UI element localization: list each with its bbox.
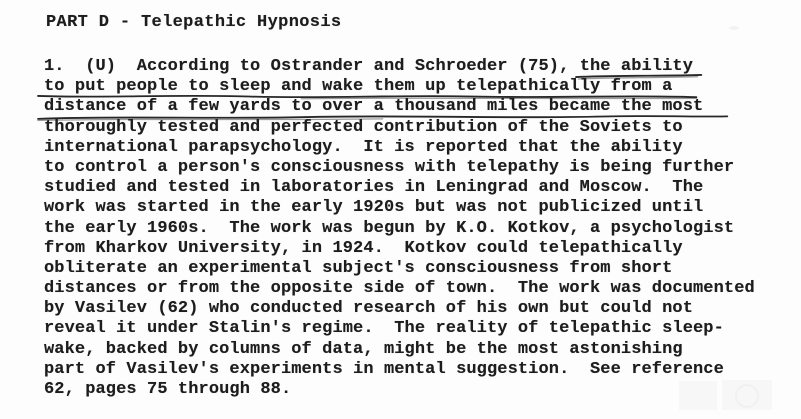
line-text: 62, pages 75 through 88. <box>44 380 292 399</box>
scan-artifact-stamp <box>722 380 772 410</box>
text-line <box>44 259 755 279</box>
line-text: distances or from the opposite side of town. The work was documented <box>44 279 755 299</box>
text-line <box>44 97 755 117</box>
text-line <box>44 198 755 218</box>
text-line <box>44 360 755 380</box>
underlined-text <box>44 97 703 117</box>
line-text: wake, backed by columns of data, might be the most astonishing <box>44 339 683 359</box>
text-line <box>44 77 755 97</box>
line-text: by Vasilev (62) who conducted research of his own but could not <box>44 299 694 319</box>
faint-stamp-ring-icon <box>735 384 759 408</box>
text-line <box>44 380 755 400</box>
text-line <box>44 219 755 239</box>
text-line <box>44 279 755 299</box>
line-text: work was started in the early 1920s but was not publicized until <box>44 198 704 218</box>
section-heading: PART D - Telepathic Hypnosis <box>46 13 342 32</box>
line-text: part of Vasilev's experiments in mental suggestion. See reference <box>44 359 724 379</box>
text-line <box>44 340 755 360</box>
text-line <box>44 299 755 319</box>
scan-smudge <box>729 26 739 30</box>
text-line <box>44 118 755 138</box>
text-line <box>44 239 755 259</box>
line-text: obliterate an experimental subject's consciousness from short <box>44 258 673 278</box>
line-text: thoroughly tested and perfected contribution of the Soviets to <box>44 117 683 137</box>
text-line <box>44 178 755 198</box>
line-text: to put people to sleep and wake them up telepathically from a <box>44 77 673 97</box>
line-text: to control a person's consciousness with telepathy is being further <box>44 157 735 177</box>
underlined-text <box>580 57 693 77</box>
underlined-text <box>44 77 672 97</box>
line-text: reveal it under Stalin's regime. The reality of telepathic sleep- <box>44 319 724 339</box>
text-line <box>44 319 755 339</box>
text-line <box>44 138 755 158</box>
line-text: the ability <box>579 57 694 76</box>
line-text: from Kharkov University, in 1924. Kotkov could telepathically <box>44 238 683 258</box>
line-text: international parapsychology. It is reported that the ability <box>44 137 683 157</box>
line-text: studied and tested in laboratories in Leningrad and Moscow. The <box>44 178 704 198</box>
line-text: 1. (U) According to Ostrander and Schroeder (75), <box>44 57 580 76</box>
text-line <box>44 158 755 178</box>
line-text: the early 1960s. The work was begun by K.O. Kotkov, a psychologist <box>44 218 735 238</box>
scan-artifact-box <box>679 381 717 410</box>
line-text: distance of a few yards to over a thousand miles became the most <box>44 97 704 117</box>
text-line <box>44 57 755 77</box>
paragraph <box>44 57 755 400</box>
